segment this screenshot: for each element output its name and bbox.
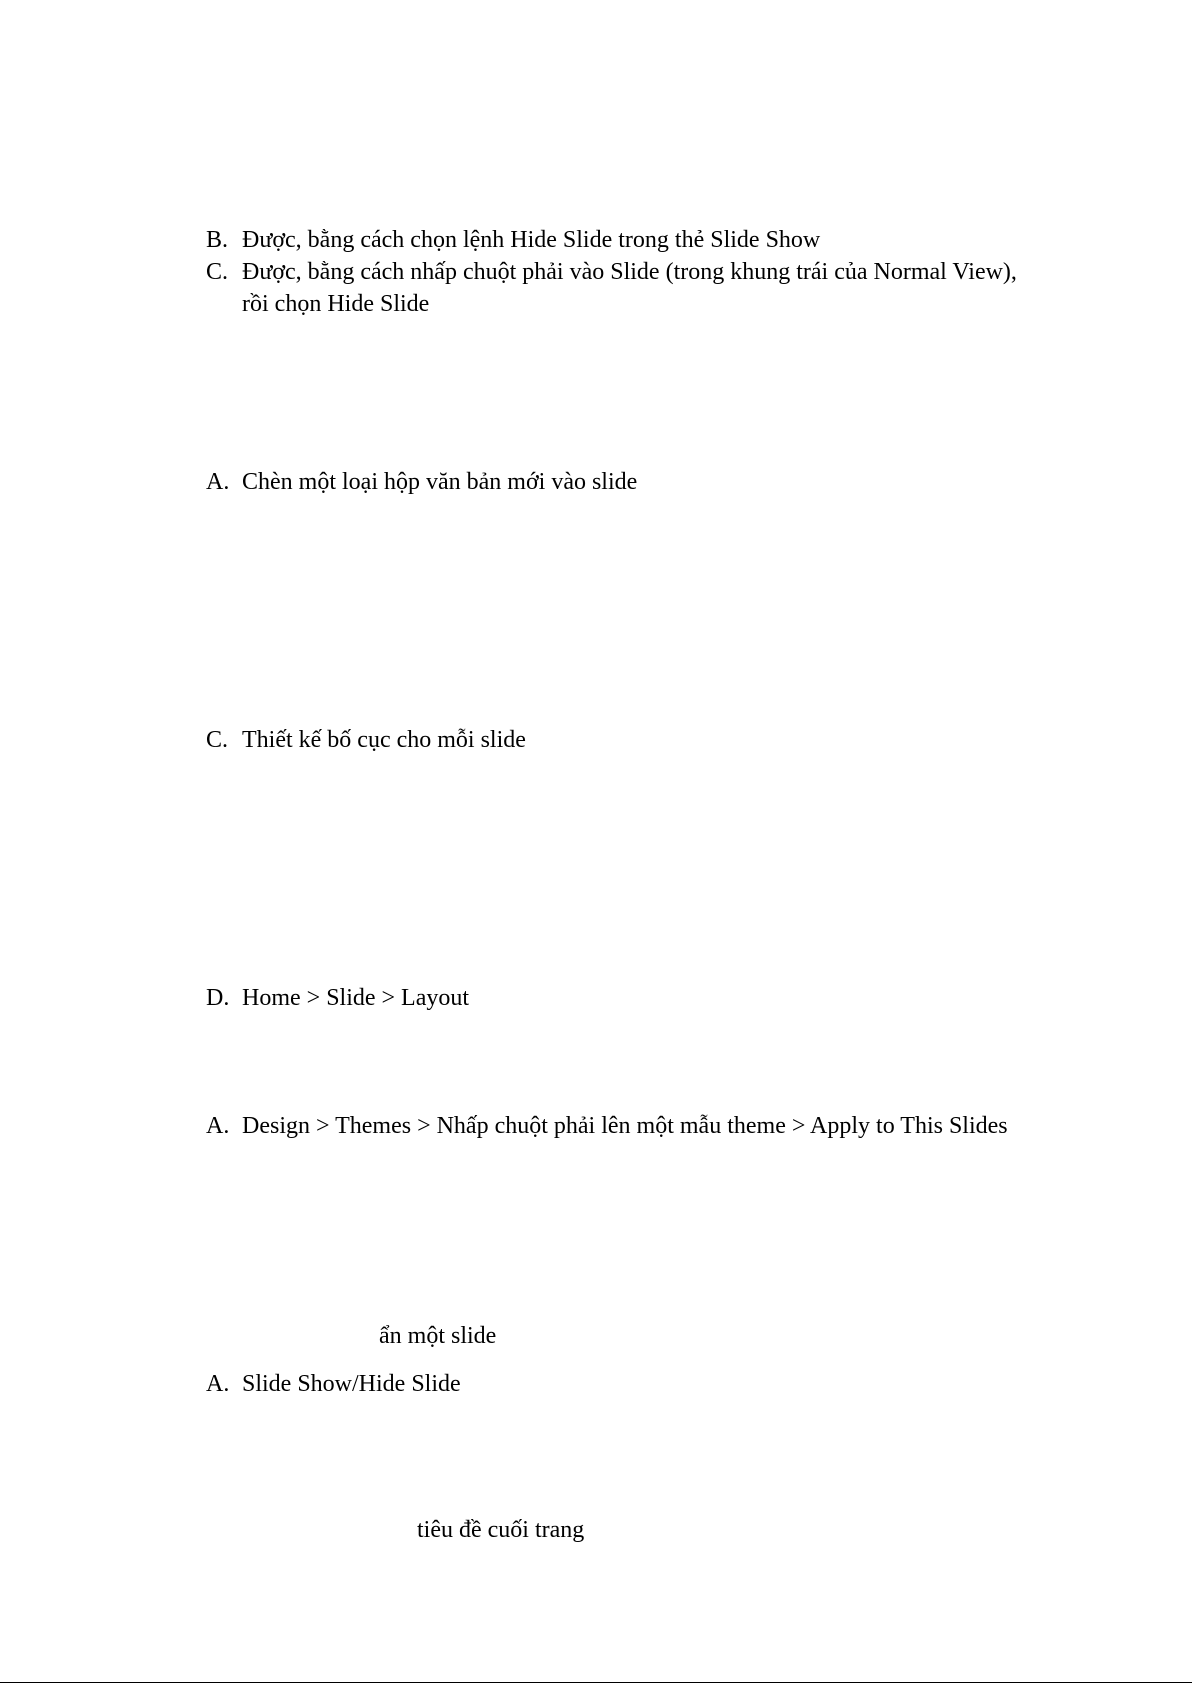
option-text: Design > Themes > Nhấp chuột phải lên một mẫu theme > Apply to This Slides [242,1113,1008,1139]
answer-option-d [206,982,469,1014]
answer-option-a [206,466,637,498]
option-letter: C. [206,727,229,753]
option-text: Chèn một loại hộp văn bản mới vào slide [242,469,638,495]
answer-option-b [206,224,820,256]
page-bottom-rule [0,1682,1192,1683]
option-text: Slide Show/Hide Slide [242,1371,461,1397]
option-letter: C. [206,259,229,285]
option-letter: A. [206,469,230,495]
question-fragment: ẩn một slide [379,1323,497,1349]
option-letter: A. [206,1113,230,1139]
option-letter: A. [206,1371,230,1397]
answer-option-c [206,724,526,756]
option-text: Được, bằng cách nhấp chuột phải vào Slide (trong khung trái của Normal View), [242,259,1017,285]
question-fragment: tiêu đề cuối trang [417,1517,585,1543]
option-text: Thiết kế bố cục cho mỗi slide [242,727,526,753]
answer-option-c-continuation: rồi chọn Hide Slide [242,291,430,317]
option-text: Home > Slide > Layout [242,985,470,1011]
option-letter: B. [206,227,229,253]
answer-option-a [206,1110,1008,1142]
answer-option-a [206,1368,461,1400]
answer-option-c [206,256,1017,288]
option-text: Được, bằng cách chọn lệnh Hide Slide trong thẻ Slide Show [242,227,821,253]
option-letter: D. [206,985,230,1011]
